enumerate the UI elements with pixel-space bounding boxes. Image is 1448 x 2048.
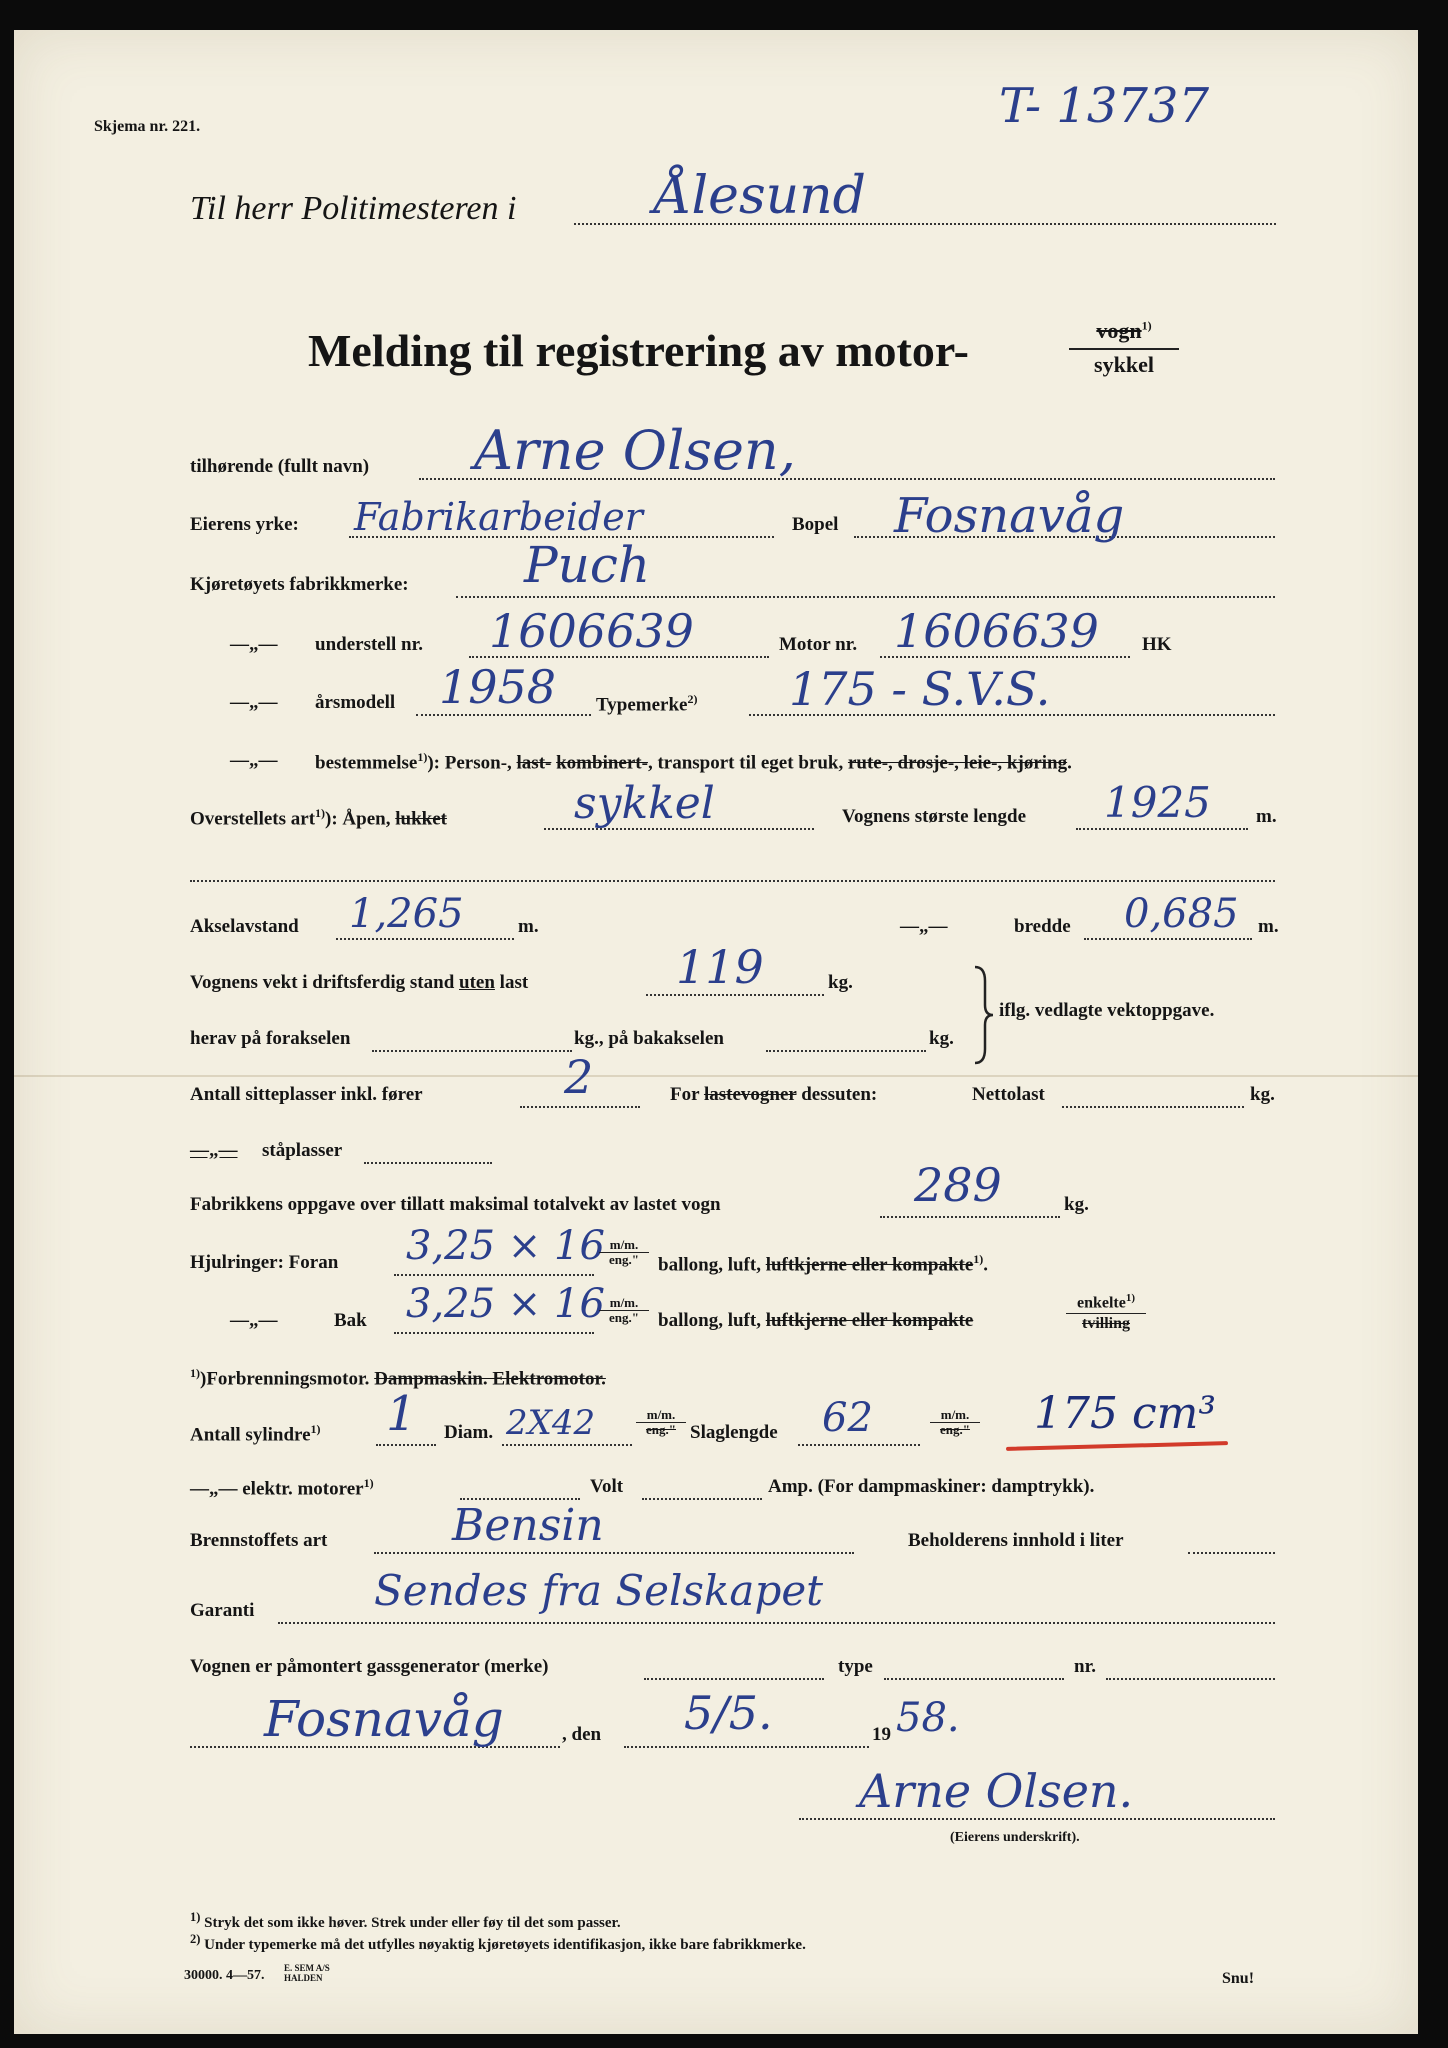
title-fraction	[1069, 318, 1179, 378]
extra-line	[190, 880, 1275, 882]
lorry-lastevogner: lastevogner	[703, 1084, 797, 1105]
turn-over: Snu!	[1222, 1970, 1255, 1987]
purpose-end: .	[1067, 752, 1072, 774]
date-value: 5/5.	[684, 1686, 773, 1740]
city-value: Ålesund	[654, 166, 866, 226]
reference-number: T- 13737	[999, 78, 1209, 134]
cylinders-label: Antall sylindre	[190, 1424, 311, 1446]
wheelbase-value: 1,265	[349, 891, 464, 937]
red-pencil-underline	[1006, 1441, 1228, 1451]
print-info: 30000. 4—57.	[184, 1968, 265, 1983]
tires-front-units	[599, 1238, 649, 1268]
amp-label: Amp. (For dampmaskiner: damptrykk).	[768, 1476, 1095, 1497]
ditto-mark: —„—	[230, 634, 278, 655]
single-text: enkelte	[1076, 1294, 1126, 1312]
gas-type-label: type	[838, 1656, 873, 1677]
engine-combustion: )Forbrenningsmotor.	[200, 1368, 375, 1390]
diam-units	[636, 1408, 686, 1438]
body-open: ): Åpen,	[325, 808, 396, 830]
purpose-transport: , transport til eget bruk,	[647, 752, 848, 774]
net-load-unit: kg.	[1250, 1084, 1275, 1105]
gas-type-line	[884, 1678, 1064, 1680]
tank-line	[1188, 1552, 1275, 1554]
printer-mark	[284, 1964, 330, 1984]
footnote-1-text: Stryk det som ikke høver. Strek under eller føy til det som passer.	[204, 1915, 621, 1931]
footnote-2-text: Under typemerke må det utfylles nøyaktig kjøretøyets identifikasjon, ikke bare fabrikkmerke.	[204, 1937, 806, 1953]
twin-option: tvilling	[1081, 1315, 1130, 1333]
ditto-mark: —„—	[230, 750, 278, 771]
make-line	[456, 596, 1275, 598]
signature-line	[799, 1818, 1275, 1820]
weight-line	[646, 994, 824, 996]
tires-struck: luftkjerne eller kompakte	[765, 1254, 974, 1276]
signature-caption: (Eierens underskrift).	[950, 1830, 1080, 1845]
purpose-rute: rute-, drosje-, leie-, kjøring	[847, 752, 1068, 774]
footnote-ref: 1)	[1125, 1292, 1136, 1304]
tires-front-value: 3,25 × 16	[406, 1223, 605, 1269]
fuel-value: Bensin	[452, 1500, 604, 1551]
elec-row	[190, 1476, 374, 1500]
stroke-value: 62	[822, 1395, 873, 1441]
standing-label: ståplasser	[262, 1140, 343, 1161]
length-value: 1925	[1104, 778, 1211, 827]
gas-nr-label: nr.	[1074, 1656, 1097, 1677]
year-prefix: 19	[872, 1724, 891, 1745]
purpose-person: ): Person-,	[427, 752, 517, 774]
footnote-ref: 1)	[973, 1252, 984, 1266]
net-load-label: Nettolast	[972, 1084, 1045, 1105]
address-label: Til herr Politimesteren i	[190, 190, 517, 227]
max-weight-line	[880, 1216, 1060, 1218]
make-value: Puch	[524, 536, 651, 594]
fraction-sykkel: sykkel	[1069, 348, 1179, 378]
engine-struck: Dampmaskin. Elektromotor.	[374, 1368, 606, 1390]
footnote-ref: 1)	[315, 806, 326, 820]
lorry-row	[670, 1084, 877, 1106]
guarantee-label: Garanti	[190, 1600, 255, 1621]
type-label	[596, 692, 697, 716]
fold-line	[14, 1075, 1418, 1077]
diam-value: 2X42	[506, 1403, 596, 1443]
lorry-for: For	[670, 1084, 704, 1105]
body-row	[190, 806, 447, 830]
footnote-ref: 2)	[687, 692, 698, 706]
stroke-line	[798, 1444, 920, 1446]
brace	[969, 965, 997, 1065]
lorry-dessuten: dessuten:	[796, 1084, 878, 1105]
motor-no-label: Motor nr.	[779, 634, 858, 655]
occupation-label: Eierens yrke:	[190, 514, 299, 535]
cylinders-line	[376, 1444, 436, 1446]
front-axle-label: herav på forakselen	[190, 1028, 351, 1049]
ditto-mark: —„—	[190, 1478, 238, 1500]
form-title: Melding til registrering av motor-	[308, 325, 969, 376]
footnote-ref: 1)	[310, 1422, 321, 1436]
volt-line	[642, 1498, 762, 1500]
unit-mm: m/m.	[636, 1408, 686, 1423]
footnote-ref: 1)	[417, 750, 428, 764]
footnote-ref: 1)	[190, 1366, 200, 1380]
make-label: Kjøretøyets fabrikkmerke:	[190, 574, 409, 595]
gas-nr-line	[1106, 1678, 1275, 1680]
hk-label: HK	[1142, 634, 1172, 655]
footnote-ref: 1)	[1141, 318, 1152, 333]
tires-front-label: Hjulringer: Foran	[190, 1252, 339, 1273]
rear-axle-line	[766, 1050, 926, 1052]
unit-eng: eng."	[609, 1310, 639, 1326]
occupation-value: Fabrikarbeider	[354, 495, 643, 539]
tires-rear-text	[658, 1310, 973, 1332]
unit-eng: eng."	[940, 1422, 970, 1438]
tires-rear-label: Bak	[334, 1310, 367, 1331]
year-line	[416, 714, 591, 716]
single-twin	[1066, 1292, 1146, 1334]
printer-city: HALDEN	[284, 1972, 323, 1983]
cylinders-row	[190, 1422, 321, 1446]
standing-line	[364, 1162, 492, 1164]
chassis-value: 1606639	[489, 604, 694, 658]
owner-value: Arne Olsen,	[474, 419, 796, 482]
place-value: Fosnavåg	[264, 1690, 504, 1748]
max-weight-unit: kg.	[1064, 1194, 1089, 1215]
body-value: sykkel	[574, 778, 715, 829]
guarantee-line	[278, 1622, 1275, 1624]
tires-type: ballong, luft,	[658, 1254, 766, 1276]
length-line	[1076, 828, 1248, 830]
unit-eng: eng."	[646, 1422, 676, 1438]
signature: Arne Olsen.	[859, 1764, 1134, 1818]
diam-label: Diam.	[444, 1422, 494, 1443]
tires-front-text: ballong, luft, luftkjerne eller kompakte$^{1)}$.	[658, 1252, 989, 1276]
schema-number: Skjema nr. 221.	[94, 118, 201, 135]
elec-label: elektr. motorer	[242, 1478, 364, 1500]
tires-struck: luftkjerne eller kompakte	[765, 1310, 974, 1331]
cylinders-value: 1	[386, 1386, 417, 1442]
wheelbase-label: Akselavstand	[190, 916, 299, 937]
seats-line	[520, 1106, 640, 1108]
brace-note: iflg. vedlagte vektoppgave.	[999, 1000, 1215, 1021]
gas-line	[644, 1678, 824, 1680]
purpose-last: last-	[516, 752, 552, 774]
purpose-label: bestemmelse	[315, 752, 418, 774]
weight-row	[190, 972, 528, 994]
length-unit: m.	[1256, 806, 1277, 827]
length-label: Vognens største lengde	[842, 806, 1027, 827]
width-line	[1084, 938, 1252, 940]
guarantee-value: Sendes fra Selskapet	[374, 1566, 824, 1615]
ditto-mark: —„—	[900, 916, 948, 937]
residence-label: Bopel	[792, 514, 839, 535]
tires-type: ballong, luft,	[658, 1310, 766, 1331]
footnote-ref: 1)	[363, 1476, 374, 1490]
weight-label: Vognens vekt i driftsferdig stand	[190, 972, 460, 993]
seats-label: Antall sitteplasser inkl. fører	[190, 1084, 423, 1105]
footnote-1	[190, 1910, 621, 1932]
width-unit: m.	[1258, 916, 1279, 937]
unit-mm: m/m.	[599, 1296, 649, 1311]
purpose-kombinert: kombinert-	[556, 752, 648, 774]
fuel-label: Brennstoffets art	[190, 1530, 328, 1551]
ditto-mark: —„—	[230, 692, 278, 713]
year-label: årsmodell	[315, 692, 396, 713]
year-suffix: 58.	[896, 1695, 960, 1741]
footnote-ref: 1)	[190, 1910, 201, 1924]
diam-line	[502, 1444, 632, 1446]
body-closed: lukket	[395, 808, 447, 830]
rear-axle-unit: kg.	[929, 1028, 954, 1049]
weight-uten: uten	[459, 972, 495, 993]
year-value: 1958	[439, 660, 557, 714]
fraction-vogn: vogn	[1096, 318, 1142, 343]
stroke-label: Slaglengde	[690, 1422, 778, 1443]
tires-rear-value: 3,25 × 16	[406, 1281, 605, 1327]
date-line	[624, 1746, 869, 1748]
tires-rear-units	[599, 1296, 649, 1326]
chassis-label: understell nr.	[315, 634, 424, 655]
seats-value: 2	[564, 1050, 594, 1104]
unit-eng: eng."	[609, 1252, 639, 1268]
ditto-mark: —„—	[190, 1140, 238, 1161]
unit-mm: m/m.	[930, 1408, 980, 1423]
width-value: 0,685	[1124, 891, 1239, 937]
purpose-row	[315, 750, 1072, 774]
footnote-2	[190, 1932, 806, 1954]
max-weight-value: 289	[914, 1158, 1002, 1212]
stroke-units	[930, 1408, 980, 1438]
front-axle-line	[372, 1050, 572, 1052]
wheelbase-unit: m.	[518, 916, 539, 937]
volume-value: 175 cm³	[1034, 1388, 1216, 1439]
motor-no-value: 1606639	[894, 604, 1099, 658]
residence-value: Fosnavåg	[894, 488, 1125, 544]
type-value: 175 - S.V.S.	[789, 662, 1051, 716]
weight-unit: kg.	[828, 972, 853, 993]
rear-axle-label: kg., på bakakselen	[574, 1028, 724, 1049]
printer-name: E. SEM A/S	[284, 1963, 330, 1973]
volt-label: Volt	[590, 1476, 624, 1497]
form-sheet	[14, 30, 1418, 2034]
max-weight-label: Fabrikkens oppgave over tillatt maksimal totalvekt av lastet vogn	[190, 1194, 721, 1215]
tank-label: Beholderens innhold i liter	[908, 1530, 1124, 1551]
width-label: bredde	[1014, 916, 1071, 937]
tires-front-line	[394, 1274, 594, 1276]
type-label-text: Typemerke	[596, 694, 688, 716]
owner-label: tilhørende (fullt navn)	[190, 456, 370, 477]
date-label: , den	[562, 1724, 602, 1745]
weight-last: last	[494, 972, 529, 993]
wheelbase-line	[336, 938, 514, 940]
ditto-mark: —„—	[230, 1310, 278, 1331]
weight-value: 119	[676, 940, 764, 994]
body-label: Overstellets art	[190, 808, 316, 830]
tires-rear-line	[394, 1332, 594, 1334]
unit-mm: m/m.	[599, 1238, 649, 1253]
gas-label: Vognen er påmontert gassgenerator (merke)	[190, 1656, 549, 1677]
footnote-ref: 2)	[190, 1932, 201, 1946]
net-load-line	[1062, 1106, 1244, 1108]
single-option	[1066, 1292, 1146, 1314]
fuel-line	[374, 1552, 854, 1554]
